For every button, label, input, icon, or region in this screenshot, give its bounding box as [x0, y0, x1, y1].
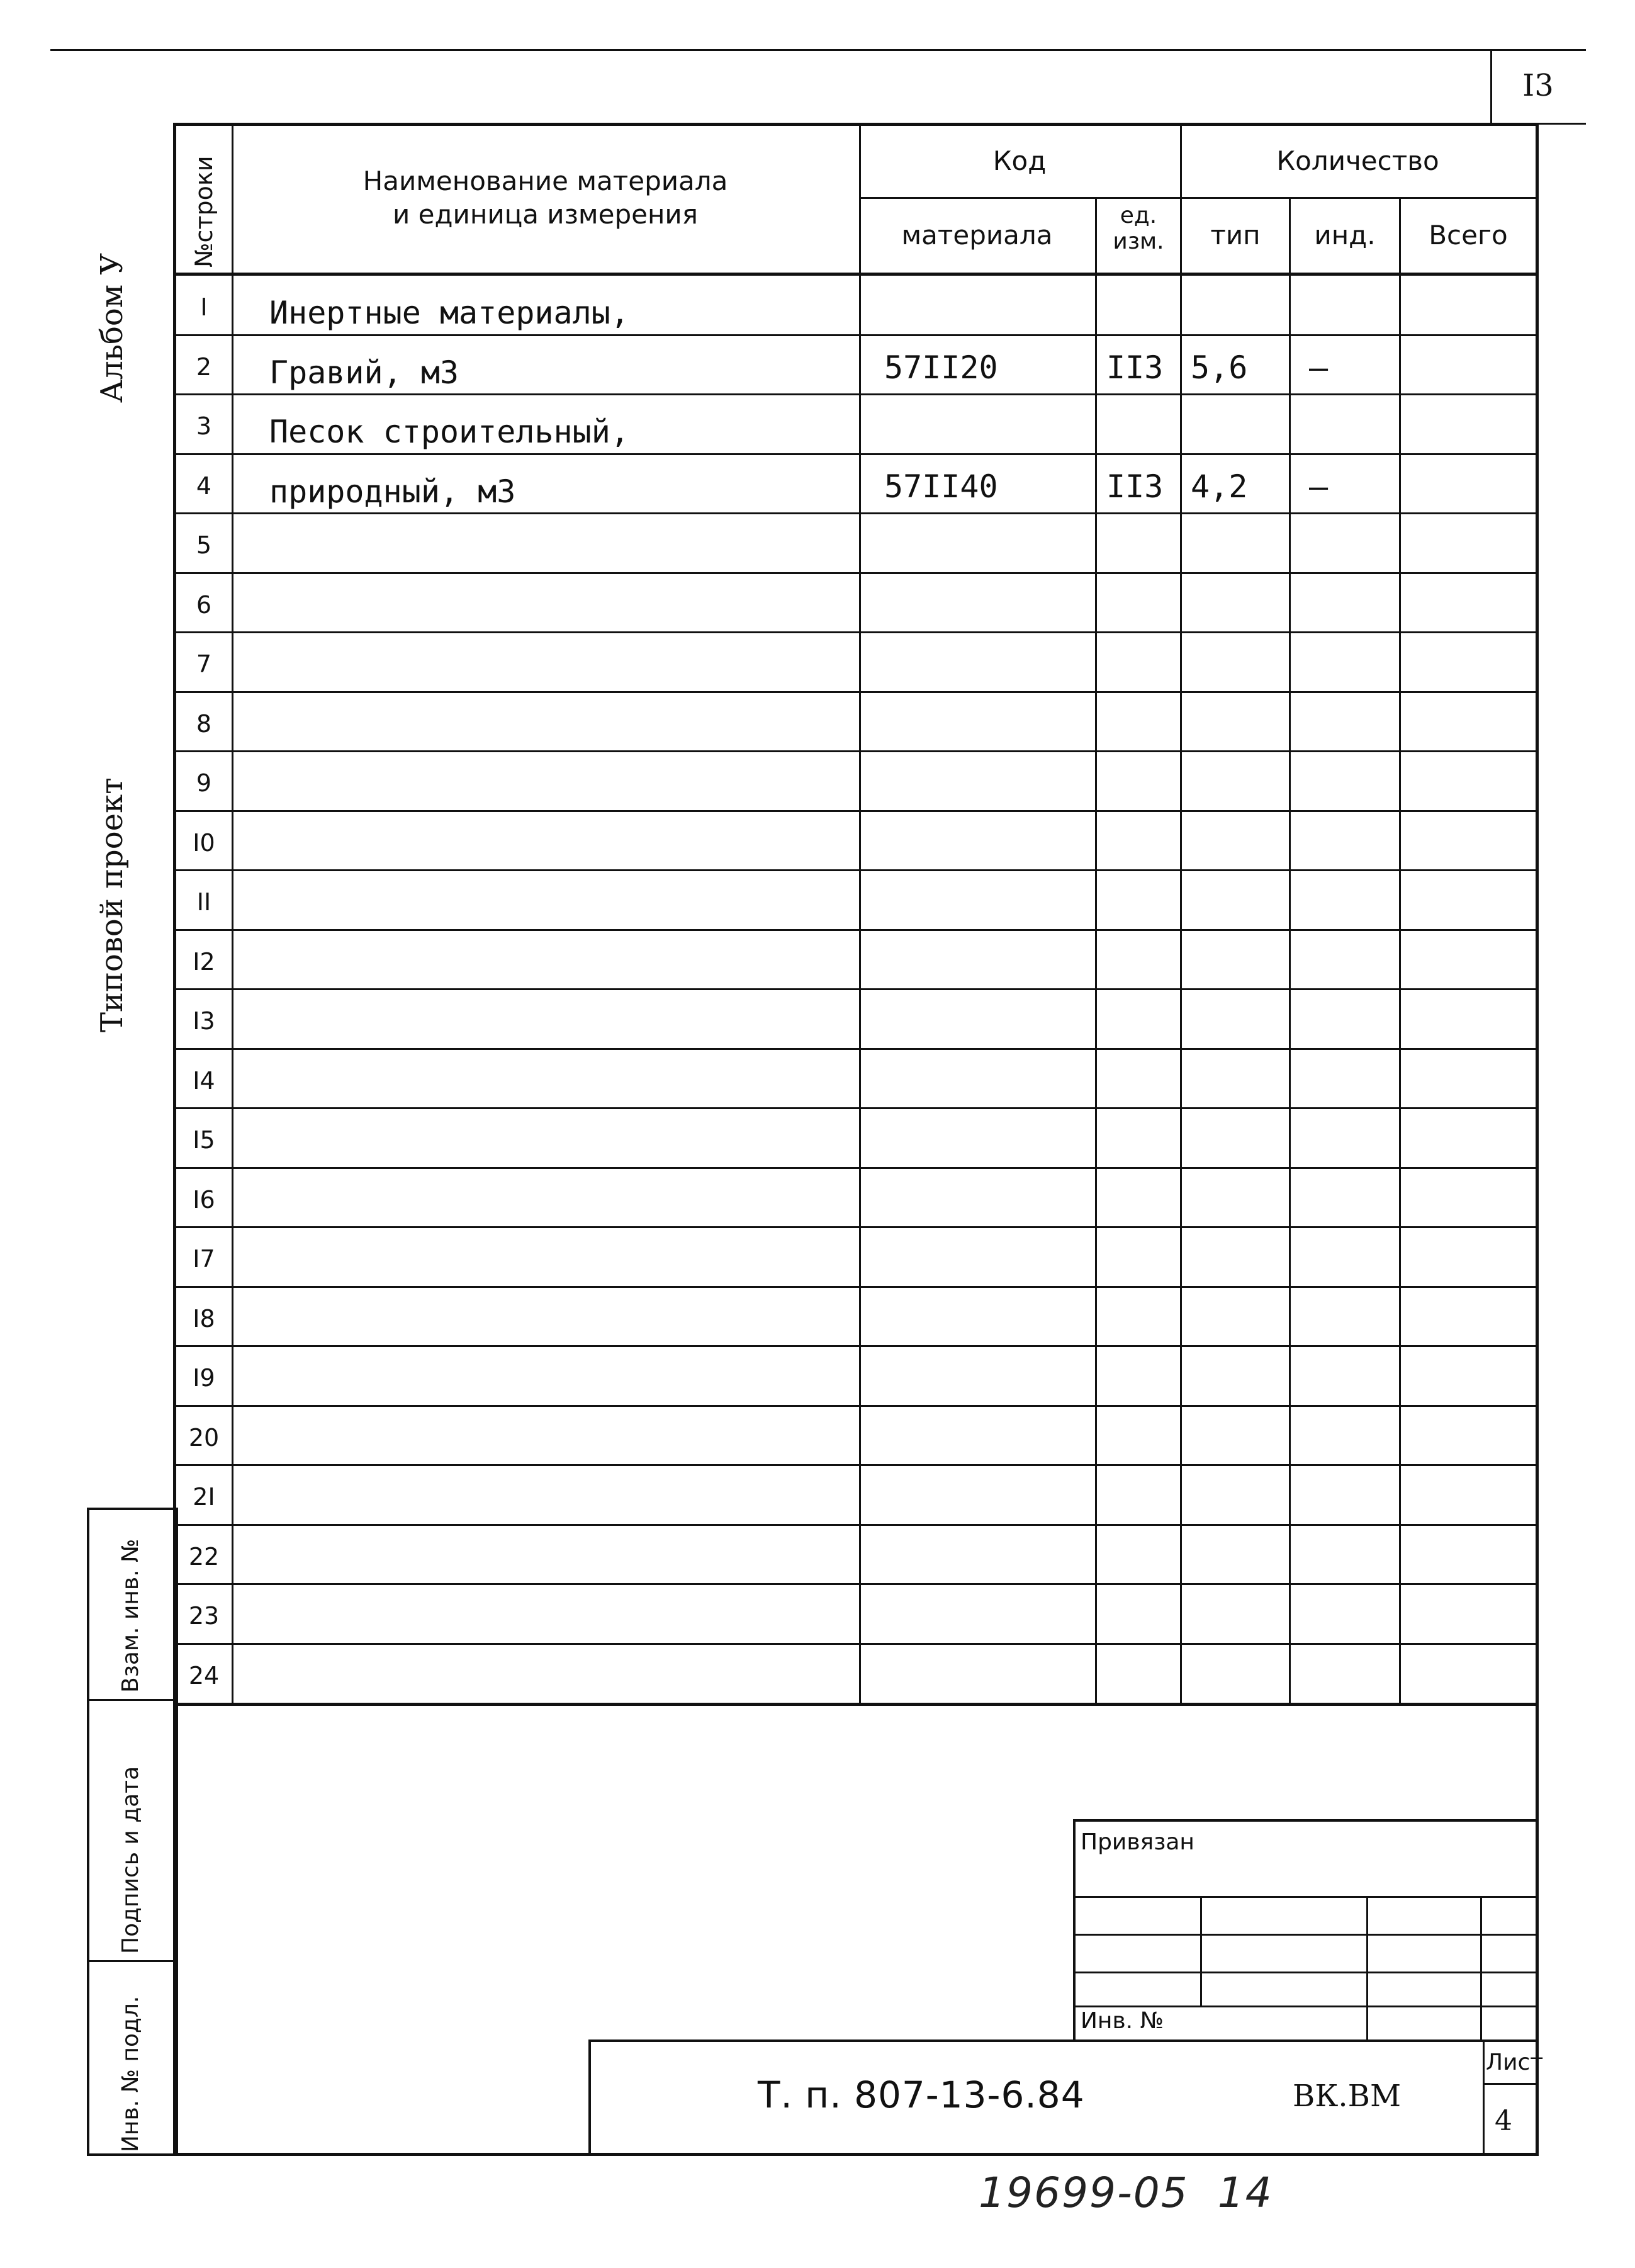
project-type-label: Типовой проект — [94, 777, 130, 1032]
row-number: 20 — [188, 1423, 220, 1452]
table-row — [176, 1644, 1536, 1704]
materials-table — [173, 123, 1539, 1706]
table-row — [176, 1049, 1536, 1109]
sheet-label: Лист — [1486, 2050, 1544, 2075]
quantity-group-header: Количество — [1276, 145, 1439, 176]
row-number: 22 — [188, 1542, 220, 1571]
table-row — [176, 1227, 1536, 1287]
sheet-number: 4 — [1495, 2105, 1512, 2137]
table-row — [176, 1168, 1536, 1228]
table-row — [176, 1287, 1536, 1347]
table-row — [176, 1406, 1536, 1466]
album-label: Альбом У — [94, 252, 130, 403]
binding-col — [1366, 1896, 1368, 2040]
row-number: I9 — [193, 1364, 215, 1392]
row-number: I5 — [193, 1126, 215, 1154]
table-row — [176, 633, 1536, 692]
qty-total-header: Всего — [1429, 220, 1508, 251]
table-row — [176, 1346, 1536, 1406]
document-code-strip — [588, 2040, 1544, 2156]
sheet-col — [1483, 2042, 1485, 2156]
row-number: I0 — [193, 828, 215, 857]
row-number: I6 — [193, 1185, 215, 1214]
name-header — [232, 165, 859, 231]
original-inv-label: Инв. № подл. — [118, 1995, 143, 2152]
binding-divider — [1076, 1896, 1539, 1898]
replacement-inv-label: Взам. инв. № — [118, 1538, 143, 1693]
binding-col — [1200, 1896, 1202, 2006]
binding-label: Привязан — [1081, 1829, 1194, 1855]
name-header-line1: Наименование материала — [362, 166, 728, 196]
row-number: 23 — [188, 1602, 220, 1630]
table-row — [176, 276, 1536, 336]
material-code-cell: 57II40 — [884, 468, 998, 505]
inventory-number-label: Инв. № — [1081, 2008, 1164, 2034]
row-number: 3 — [196, 412, 212, 440]
unit-code-cell: II3 — [1106, 349, 1164, 386]
qty-type-cell: 4,2 — [1191, 468, 1248, 505]
row-number-header: №строки — [190, 155, 218, 268]
binding-divider — [1076, 1972, 1539, 1973]
row-number: 2 — [196, 353, 212, 381]
row-number: 7 — [196, 650, 212, 678]
top-border — [50, 49, 1586, 51]
table-row — [176, 811, 1536, 871]
material-name-cell: Песок строительный, — [269, 414, 629, 450]
binding-divider — [1076, 2006, 1539, 2007]
binding-divider — [1076, 1934, 1539, 1936]
row-number: I2 — [193, 947, 215, 976]
material-name-cell: природный, м3 — [269, 473, 516, 510]
row-number: I7 — [193, 1245, 215, 1273]
table-row — [176, 1109, 1536, 1168]
table-row — [176, 454, 1536, 514]
page-number: I3 — [1522, 68, 1554, 103]
row-number: I8 — [193, 1304, 215, 1333]
table-row — [176, 752, 1536, 811]
qty-type-header: тип — [1210, 220, 1261, 251]
row-number: 8 — [196, 709, 212, 738]
stamp-divider — [89, 1699, 176, 1701]
qty-type-cell: 5,6 — [1191, 349, 1248, 386]
code-unit-header: ед. изм. — [1113, 203, 1164, 255]
code-group-header: Код — [992, 145, 1047, 176]
drawing-mark: ВК.ВМ — [1293, 2079, 1402, 2114]
table-row — [176, 395, 1536, 454]
table-row — [176, 514, 1536, 573]
row-number: 4 — [196, 471, 212, 500]
row-number: 9 — [196, 769, 212, 797]
unit-code-cell: II3 — [1106, 468, 1164, 505]
qty-ind-header: инд. — [1314, 220, 1376, 251]
approval-stamp — [87, 1508, 178, 2156]
material-code-cell: 57II20 — [884, 349, 998, 386]
name-header-line2: и единица измерения — [393, 198, 698, 230]
row-number: 5 — [196, 531, 212, 559]
table-row — [176, 1584, 1536, 1644]
material-name-cell: Инертные материалы, — [269, 295, 629, 331]
table-row — [176, 692, 1536, 752]
document-code: Т. п. 807-13-6.84 — [758, 2073, 1085, 2116]
binding-box — [1073, 1819, 1539, 2040]
table-row — [176, 1465, 1536, 1525]
row-number: II — [196, 888, 211, 916]
qty-ind-cell: – — [1309, 349, 1329, 386]
qty-ind-cell: – — [1309, 468, 1329, 505]
table-row — [176, 930, 1536, 990]
handwritten-archive-number: 19699-05 14 — [979, 2169, 1273, 2217]
signature-date-label: Подпись и дата — [118, 1766, 143, 1954]
row-number: I3 — [193, 1007, 215, 1035]
table-row — [176, 871, 1536, 930]
sheet-divider — [1483, 2083, 1539, 2085]
row-number: I — [200, 293, 208, 321]
table-row — [176, 990, 1536, 1049]
binding-col — [1480, 1896, 1482, 2040]
stamp-divider — [89, 1960, 176, 1962]
table-row — [176, 573, 1536, 633]
header-divider — [859, 197, 1536, 199]
row-number: 24 — [188, 1661, 220, 1690]
row-number: 2I — [193, 1483, 215, 1511]
table-row — [176, 1525, 1536, 1585]
code-material-header: материала — [901, 220, 1053, 251]
material-name-cell: Гравий, м3 — [269, 354, 459, 391]
row-number: 6 — [196, 590, 212, 619]
table-row — [176, 336, 1536, 395]
row-number: I4 — [193, 1066, 215, 1095]
